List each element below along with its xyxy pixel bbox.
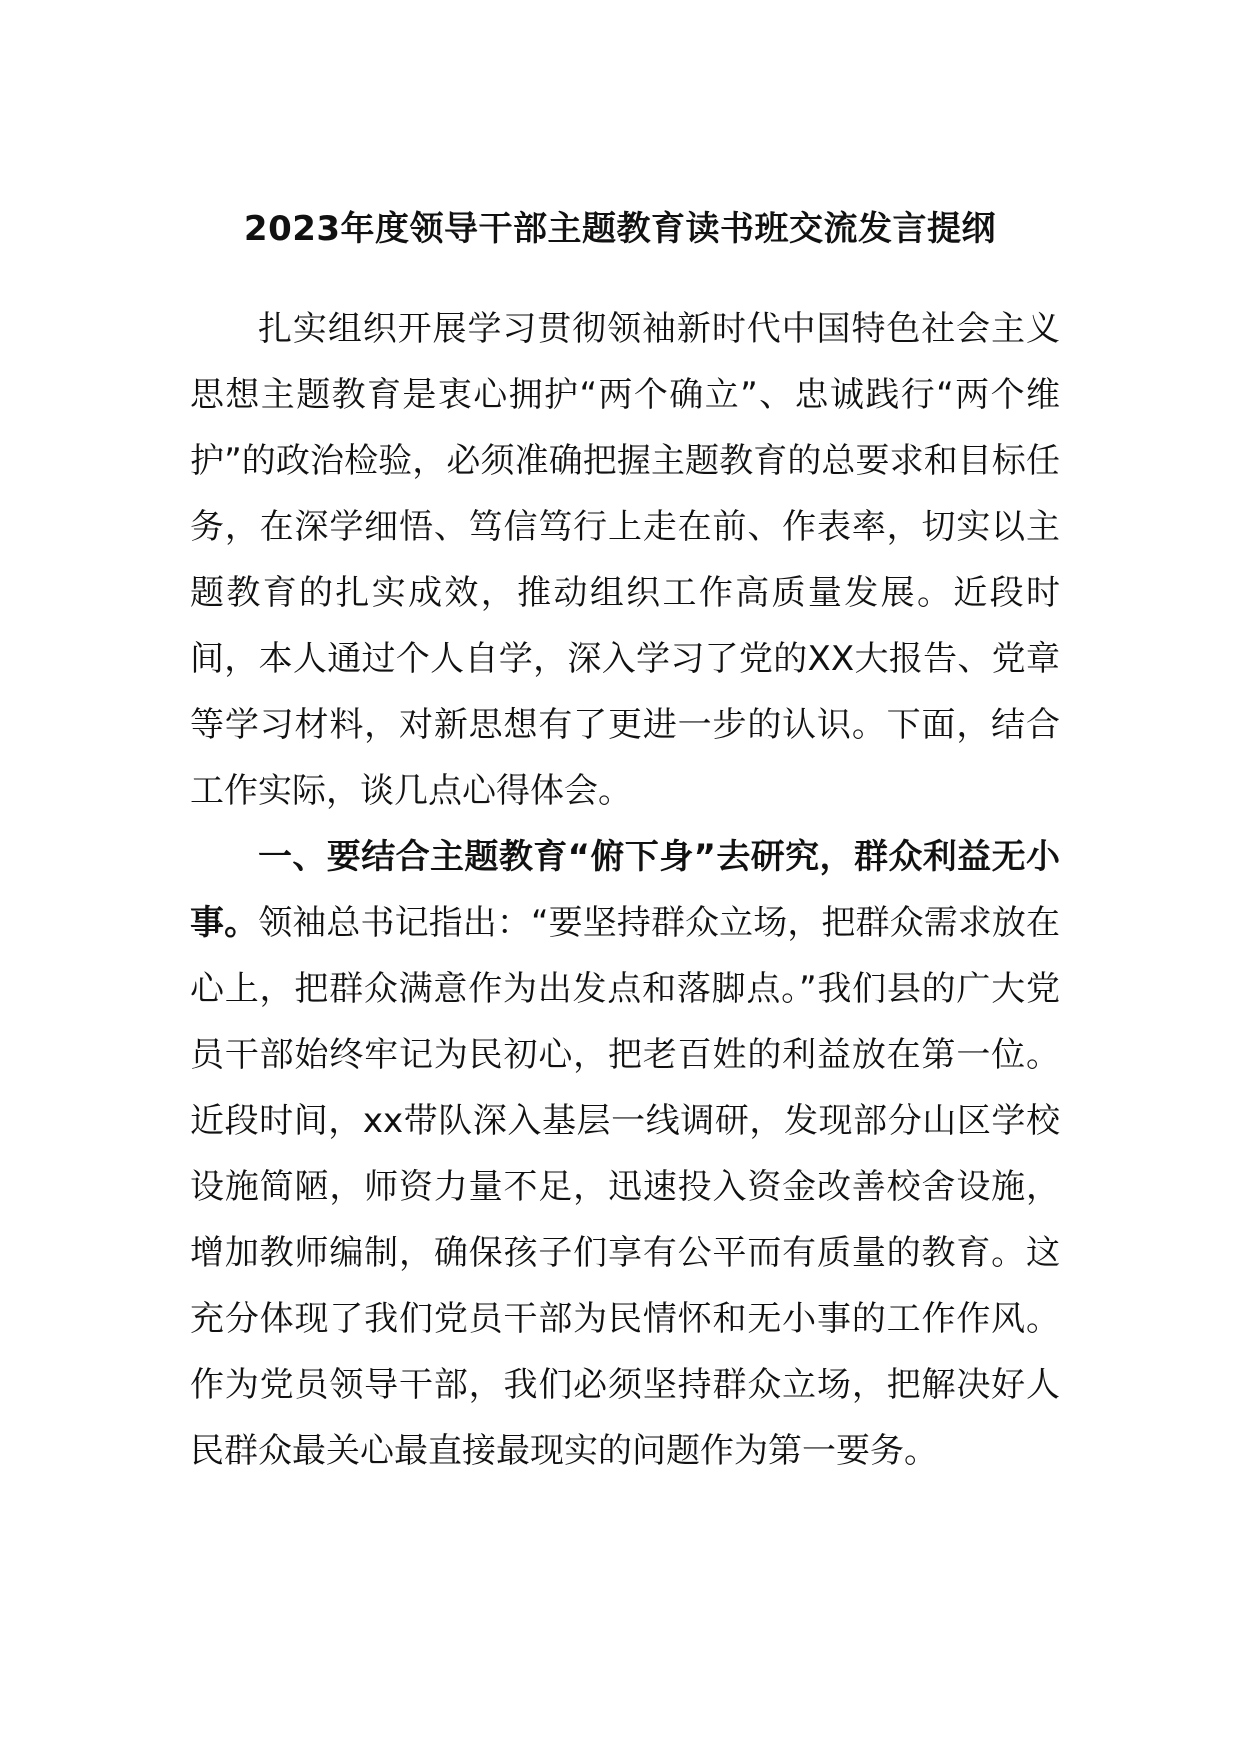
document-body xyxy=(190,296,1060,1484)
section-1-paragraph xyxy=(190,824,1060,1484)
intro-paragraph-text: 扎实组织开展学习贯彻领袖新时代中国特色社会主义思想主题教育是衷心拥护“两个确立”、忠诚践行“两个维护”的政治检验，必须准确把握主题教育的总要求和目标任务，在深学细悟、笃信笃行上走在前、作表率，切实以主题教育的扎实成效，推动组织工作高质量发展。近段时间，本人通过个人自学，深入学习了党的XX大报告、党章等学习材料，对新思想有了更进一步的认识。下面，结合工作实际，谈几点心得体会。 xyxy=(190,309,1060,811)
intro-paragraph xyxy=(190,296,1060,824)
section-1-text: 领袖总书记指出：“要坚持群众立场，把群众需求放在心上，把群众满意作为出发点和落脚点。”我们县的广大党员干部始终牢记为民初心，把老百姓的利益放在第一位。近段时间，xx带队深入基层一线调研，发现部分山区学校设施简陋，师资力量不足，迅速投入资金改善校舍设施，增加教师编制，确保孩子们享有公平而有质量的教育。这充分体现了我们党员干部为民情怀和无小事的工作作风。作为党员领导干部，我们必须坚持群众立场，把解决好人民群众最关心最直接最现实的问题作为第一要务。 xyxy=(190,903,1061,1471)
section-1-heading: 一、要结合主题教育“俯下身”去研究，群众利益无小事。 xyxy=(190,837,1060,943)
document-title: 2023年度领导干部主题教育读书班交流发言提纲 xyxy=(243,209,997,249)
